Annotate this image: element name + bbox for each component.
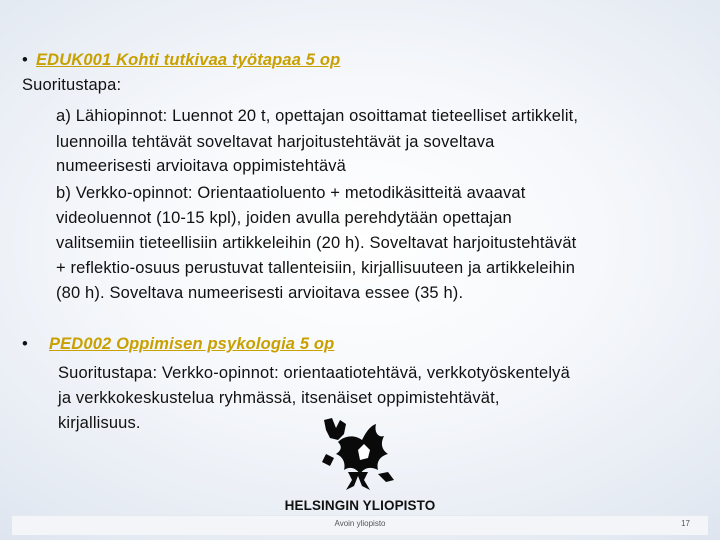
course-link-ped002[interactable]: PED002 Oppimisen psykologia 5 op [49,335,335,353]
bullet: • [22,335,28,353]
course-1-line [22,48,340,72]
helsinki-flame-lion-emblem-icon [318,414,398,492]
page-number: 17 [681,519,690,528]
course-link-eduk001[interactable]: EDUK001 Kohti tutkivaa työtapaa 5 op [36,51,341,69]
course-1-heading: Suoritustapa: [22,76,122,94]
item-b-line: valitsemiin tieteellisiin artikkeleihin (20 h). Soveltavat harjoitustehtävät [56,234,577,252]
course-2-body-line: ja verkkokeskustelua ryhmässä, itsenäiset oppimistehtävät, [58,389,500,407]
item-a-line: a) Lähiopinnot: Luennot 20 t, opettajan osoittamat tieteelliset artikkelit, [56,107,579,125]
item-a-line: luennoilla tehtävät soveltavat harjoitustehtävät ja soveltava [56,133,495,151]
course-2-line [22,332,334,356]
bullet: • [22,51,28,69]
university-name: HELSINGIN YLIOPISTO [284,498,436,513]
item-b-line: (80 h). Soveltava numeerisesti arvioitava essee (35 h). [56,284,464,302]
university-logo [0,414,720,524]
item-b-line: videoluennot (10-15 kpl), joiden avulla perehdytään opettajan [56,209,512,227]
course-2-body-line: Suoritustapa: Verkko-opinnot: orientaatiotehtävä, verkkotyöskentelyä [58,364,570,382]
item-b-line: b) Verkko-opinnot: Orientaatioluento + metodikäsitteitä avaavat [56,184,526,202]
footer-label: Avoin yliopisto [334,519,386,528]
item-b-line: + reflektio-osuus perustuvat tallenteisiin, kirjallisuuteen ja artikkeleihin [56,259,576,277]
course-2-body-line: kirjallisuus. [58,414,141,432]
item-a-line: numeerisesti arvioitava oppimistehtävä [56,157,347,175]
